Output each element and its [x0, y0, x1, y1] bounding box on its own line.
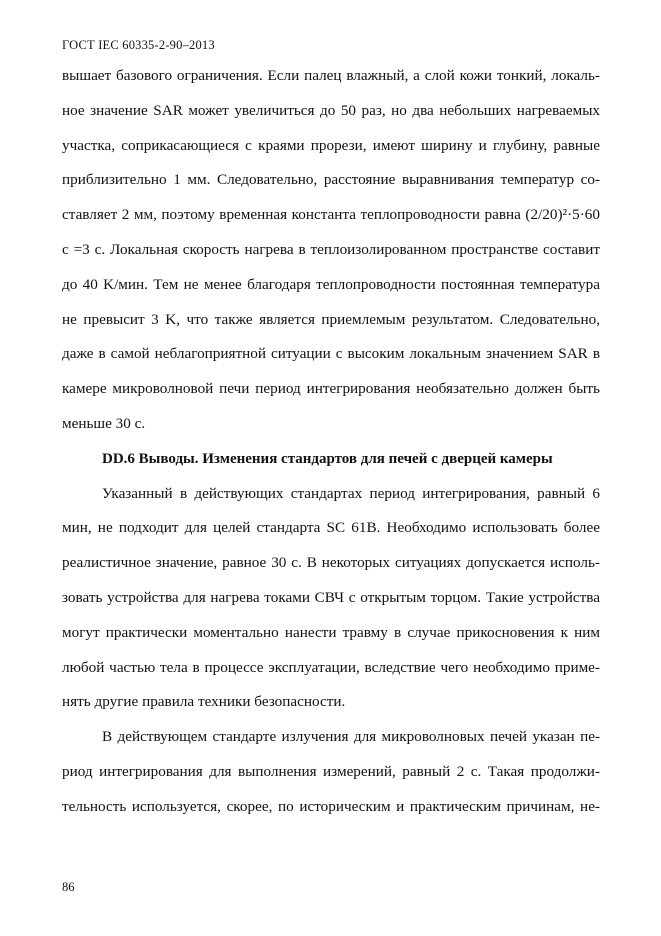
text-line-22: тельность используется, скорее, по историческим и практическим причинам, не- — [62, 797, 600, 815]
text-line-14: мин, не подходит для целей стандарта SC 61B. Необходимо использовать более — [62, 519, 600, 537]
text-line-16: зовать устройства для нагрева токами СВЧ с открытым торцом. Такие устройства — [62, 588, 600, 606]
text-line-7: до 40 K/мин. Тем не менее благодаря теплопроводности постоянная температура — [62, 275, 600, 293]
text-line-4: приблизительно 1 мм. Следовательно, расстояние выравнивания температур со- — [62, 171, 600, 189]
text-line-20: В действующем стандарте излучения для микроволновых печей указан пе- — [102, 728, 600, 746]
text-line-17: могут практически моментально нанести травму в случае прикосновения к ним — [62, 623, 600, 641]
text-line-11: меньше 30 с. — [62, 414, 146, 432]
page-number: 86 — [62, 880, 75, 894]
text-line-3: участка, соприкасающиеся с краями прорези, имеют ширину и глубину, равные — [62, 136, 600, 154]
text-line-13: Указанный в действующих стандартах период интегрирования, равный 6 — [102, 484, 600, 502]
section-heading: DD.6 Выводы. Изменения стандартов для печей с дверцей камеры — [102, 450, 553, 467]
text-line-15: реалистичное значение, равное 30 с. В некоторых ситуациях допускается исполь- — [62, 554, 600, 572]
document-header: ГОСТ IEC 60335-2-90–2013 — [62, 38, 215, 52]
text-line-19: нять другие правила техники безопасности. — [62, 693, 346, 711]
text-line-9: даже в самой неблагоприятной ситуации с высоким локальным значением SAR в — [62, 345, 600, 363]
text-line-5: ставляет 2 мм, поэтому временная константа теплопроводности равна (2/20)²·5·60 — [62, 206, 600, 224]
text-line-21: риод интегрирования для выполнения измерений, равный 2 с. Такая продолжи- — [62, 762, 600, 780]
text-line-6: с =3 с. Локальная скорость нагрева в теплоизолированном пространстве составит — [62, 240, 600, 258]
text-line-10: камере микроволновой печи период интегрирования необязательно должен быть — [62, 380, 600, 398]
text-line-8: не превысит 3 K, что также является приемлемым результатом. Следовательно, — [62, 310, 600, 328]
text-line-1: вышает базового ограничения. Если палец влажный, а слой кожи тонкий, локаль- — [62, 67, 600, 84]
text-line-18: любой частью тела в процессе эксплуатации, вследствие чего необходимо приме- — [62, 658, 600, 676]
page-body — [62, 59, 600, 825]
text-line-2: ное значение SAR может увеличиться до 50 раз, но два небольших нагреваемых — [62, 101, 600, 119]
